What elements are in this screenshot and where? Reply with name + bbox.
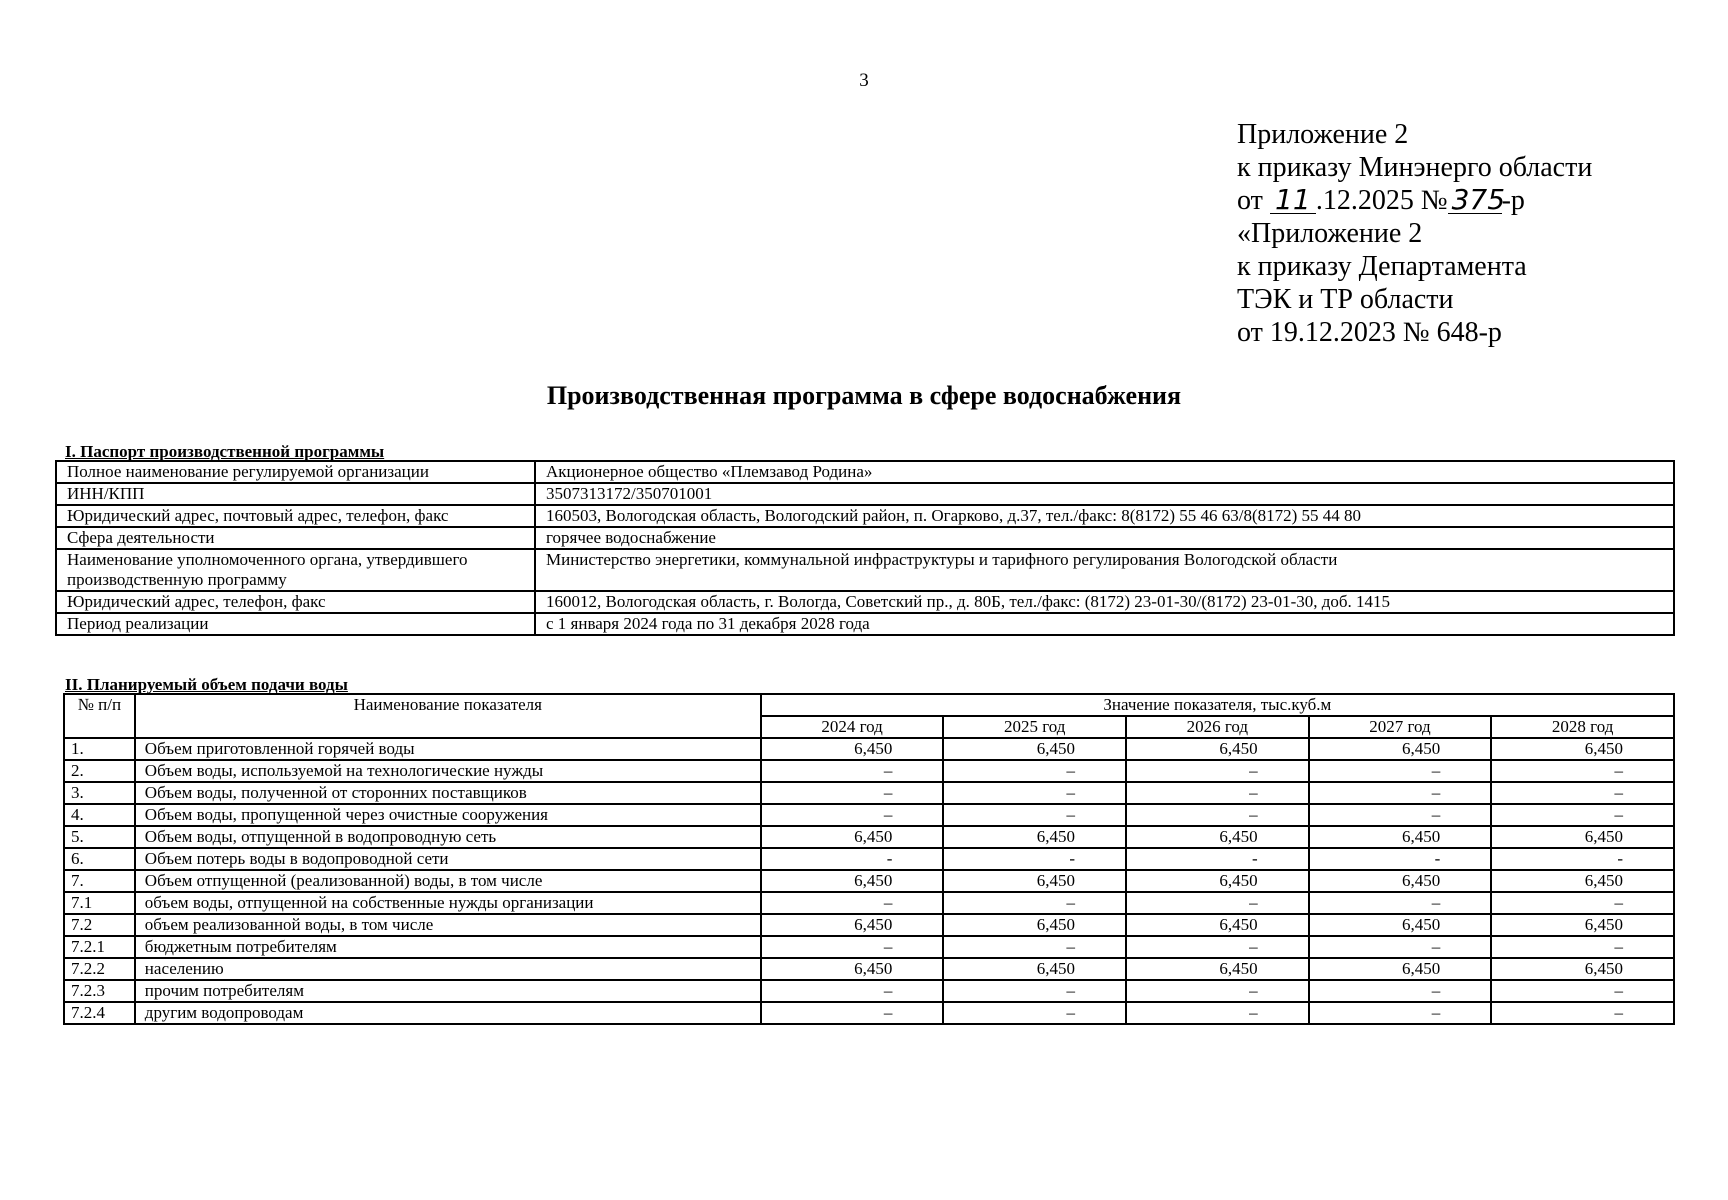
volume-section-title: II. Планируемый объем подачи воды — [65, 675, 348, 694]
table-row — [64, 892, 1674, 914]
appendix-line: «Приложение 2 — [1237, 218, 1423, 249]
passport-section-title: I. Паспорт производственной программы — [65, 442, 385, 461]
row-value: – — [943, 760, 1126, 782]
row-value: 6,450 — [1126, 826, 1309, 848]
row-value: 6,450 — [1309, 914, 1492, 936]
order-date-prefix: от — [1237, 185, 1263, 216]
table-row — [64, 782, 1674, 804]
row-value: – — [1491, 1002, 1674, 1024]
row-value: – — [1491, 980, 1674, 1002]
row-value: 6,450 — [943, 914, 1126, 936]
row-value: - — [943, 848, 1126, 870]
row-value: – — [761, 892, 944, 914]
year-header: 2024 год — [761, 716, 944, 738]
table-row — [64, 870, 1674, 892]
row-value: – — [943, 782, 1126, 804]
column-header-values: Значение показателя, тыс.куб.м — [761, 694, 1674, 716]
row-indicator-name: Объем воды, используемой на технологические нужды — [135, 760, 761, 782]
passport-row — [56, 527, 1674, 549]
appendix-line: Приложение 2 — [1237, 119, 1409, 150]
row-indicator-name: Объем воды, отпущенной в водопроводную сеть — [135, 826, 761, 848]
appendix-line: к приказу Минэнерго области — [1237, 152, 1593, 183]
table-row — [64, 1002, 1674, 1024]
passport-value: 160012, Вологодская область, г. Вологда, Советский пр., д. 80Б, тел./факс: (8172) 23-01-30/(8172) 23-01-30, доб. 1415 — [535, 591, 1674, 613]
table-row — [64, 804, 1674, 826]
passport-value: Министерство энергетики, коммунальной инфраструктуры и тарифного регулирования Вологодской области — [535, 549, 1674, 591]
table-row — [64, 826, 1674, 848]
row-number: 1. — [64, 738, 135, 760]
row-value: 6,450 — [1126, 958, 1309, 980]
row-number: 4. — [64, 804, 135, 826]
document-title: Производственная программа в сфере водоснабжения — [546, 381, 1182, 410]
row-value: – — [1491, 760, 1674, 782]
row-value: - — [1309, 848, 1492, 870]
row-value: – — [761, 782, 944, 804]
row-value: – — [1309, 892, 1492, 914]
passport-value: Акционерное общество «Племзавод Родина» — [535, 461, 1674, 483]
passport-label: Период реализации — [56, 613, 535, 635]
row-value: – — [1491, 804, 1674, 826]
row-indicator-name: бюджетным потребителям — [135, 936, 761, 958]
year-header: 2028 год — [1491, 716, 1674, 738]
passport-table — [55, 460, 1675, 636]
row-number: 6. — [64, 848, 135, 870]
row-value: 6,450 — [1309, 826, 1492, 848]
row-value: – — [943, 936, 1126, 958]
row-value: - — [1126, 848, 1309, 870]
row-value: – — [1309, 936, 1492, 958]
row-indicator-name: Объем приготовленной горячей воды — [135, 738, 761, 760]
row-value: – — [1126, 980, 1309, 1002]
row-value: 6,450 — [1491, 958, 1674, 980]
row-value: – — [1309, 804, 1492, 826]
row-value: 6,450 — [943, 870, 1126, 892]
row-value: 6,450 — [1309, 738, 1492, 760]
passport-row — [56, 461, 1674, 483]
volume-table — [63, 693, 1675, 1025]
row-number: 7.1 — [64, 892, 135, 914]
row-indicator-name: другим водопроводам — [135, 1002, 761, 1024]
row-value: – — [1491, 892, 1674, 914]
row-value: – — [1491, 782, 1674, 804]
row-value: – — [761, 980, 944, 1002]
row-value: – — [761, 936, 944, 958]
order-date-mid: .12.2025 № — [1315, 185, 1448, 216]
row-indicator-name: Объем отпущенной (реализованной) воды, в том числе — [135, 870, 761, 892]
appendix-line: ТЭК и ТР области — [1237, 284, 1454, 315]
order-suffix: -р — [1501, 185, 1525, 216]
row-indicator-name: объем воды, отпущенной на собственные нужды организации — [135, 892, 761, 914]
row-value: – — [1126, 1002, 1309, 1024]
row-number: 7.2.1 — [64, 936, 135, 958]
row-value: – — [1309, 980, 1492, 1002]
passport-value: 160503, Вологодская область, Вологодский район, п. Огарково, д.37, тел./факс: 8(8172) 55 46 63/8(8172) 55 44 80 — [535, 505, 1674, 527]
row-value: – — [943, 804, 1126, 826]
page-number: 3 — [859, 70, 869, 91]
passport-label: Сфера деятельности — [56, 527, 535, 549]
year-header: 2025 год — [943, 716, 1126, 738]
row-value: – — [1309, 1002, 1492, 1024]
passport-row — [56, 483, 1674, 505]
row-value: – — [943, 980, 1126, 1002]
passport-value: с 1 января 2024 года по 31 декабря 2028 года — [535, 613, 1674, 635]
row-value: 6,450 — [1309, 870, 1492, 892]
appendix-order-line — [1237, 184, 1592, 217]
row-value: 6,450 — [761, 958, 944, 980]
handwritten-day: 11 — [1270, 187, 1316, 214]
row-value: - — [1491, 848, 1674, 870]
row-value: – — [1309, 760, 1492, 782]
table-row — [64, 936, 1674, 958]
row-number: 7.2.4 — [64, 1002, 135, 1024]
column-header-num: № п/п — [64, 694, 135, 738]
row-value: – — [1126, 936, 1309, 958]
row-value: 6,450 — [1491, 826, 1674, 848]
table-row — [64, 848, 1674, 870]
row-value: 6,450 — [1126, 870, 1309, 892]
column-header-name: Наименование показателя — [135, 694, 761, 738]
row-value: – — [1126, 804, 1309, 826]
table-row — [64, 980, 1674, 1002]
row-indicator-name: Объем воды, полученной от сторонних поставщиков — [135, 782, 761, 804]
passport-row — [56, 505, 1674, 527]
row-value: – — [943, 1002, 1126, 1024]
passport-value: 3507313172/350701001 — [535, 483, 1674, 505]
row-value: 6,450 — [943, 958, 1126, 980]
row-value: 6,450 — [1491, 870, 1674, 892]
row-value: 6,450 — [1491, 738, 1674, 760]
row-value: 6,450 — [1309, 958, 1492, 980]
row-value: 6,450 — [1491, 914, 1674, 936]
row-number: 7.2.2 — [64, 958, 135, 980]
appendix-line: от 19.12.2023 № 648-р — [1237, 317, 1502, 348]
row-number: 2. — [64, 760, 135, 782]
row-number: 5. — [64, 826, 135, 848]
row-value: 6,450 — [1126, 914, 1309, 936]
passport-label: ИНН/КПП — [56, 483, 535, 505]
row-indicator-name: объем реализованной воды, в том числе — [135, 914, 761, 936]
row-value: – — [1309, 782, 1492, 804]
row-value: – — [1126, 760, 1309, 782]
table-row — [64, 760, 1674, 782]
row-value: 6,450 — [943, 738, 1126, 760]
passport-row — [56, 613, 1674, 635]
row-indicator-name: прочим потребителям — [135, 980, 761, 1002]
row-indicator-name: Объем потерь воды в водопроводной сети — [135, 848, 761, 870]
row-value: – — [1491, 936, 1674, 958]
passport-label: Наименование уполномоченного органа, утвердившего производственную программу — [56, 549, 535, 591]
row-number: 7.2.3 — [64, 980, 135, 1002]
table-row — [64, 738, 1674, 760]
row-value: – — [1126, 892, 1309, 914]
row-value: – — [943, 892, 1126, 914]
row-number: 7. — [64, 870, 135, 892]
row-value: 6,450 — [943, 826, 1126, 848]
row-value: 6,450 — [1126, 738, 1309, 760]
passport-label: Юридический адрес, почтовый адрес, телефон, факс — [56, 505, 535, 527]
row-value: - — [761, 848, 944, 870]
row-indicator-name: Объем воды, пропущенной через очистные сооружения — [135, 804, 761, 826]
handwritten-order-number: 375 — [1448, 187, 1502, 214]
appendix-line: к приказу Департамента — [1237, 251, 1527, 282]
passport-label: Юридический адрес, телефон, факс — [56, 591, 535, 613]
passport-value: горячее водоснабжение — [535, 527, 1674, 549]
row-indicator-name: населению — [135, 958, 761, 980]
row-value: 6,450 — [761, 826, 944, 848]
passport-row — [56, 591, 1674, 613]
passport-row — [56, 549, 1674, 591]
row-value: – — [761, 760, 944, 782]
row-value: 6,450 — [761, 870, 944, 892]
row-value: – — [1126, 782, 1309, 804]
row-value: 6,450 — [761, 914, 944, 936]
table-row — [64, 914, 1674, 936]
table-row — [64, 958, 1674, 980]
passport-label: Полное наименование регулируемой организации — [56, 461, 535, 483]
row-value: – — [761, 804, 944, 826]
row-number: 3. — [64, 782, 135, 804]
year-header: 2027 год — [1309, 716, 1492, 738]
appendix-block — [1237, 118, 1592, 349]
row-number: 7.2 — [64, 914, 135, 936]
row-value: – — [761, 1002, 944, 1024]
year-header: 2026 год — [1126, 716, 1309, 738]
row-value: 6,450 — [761, 738, 944, 760]
